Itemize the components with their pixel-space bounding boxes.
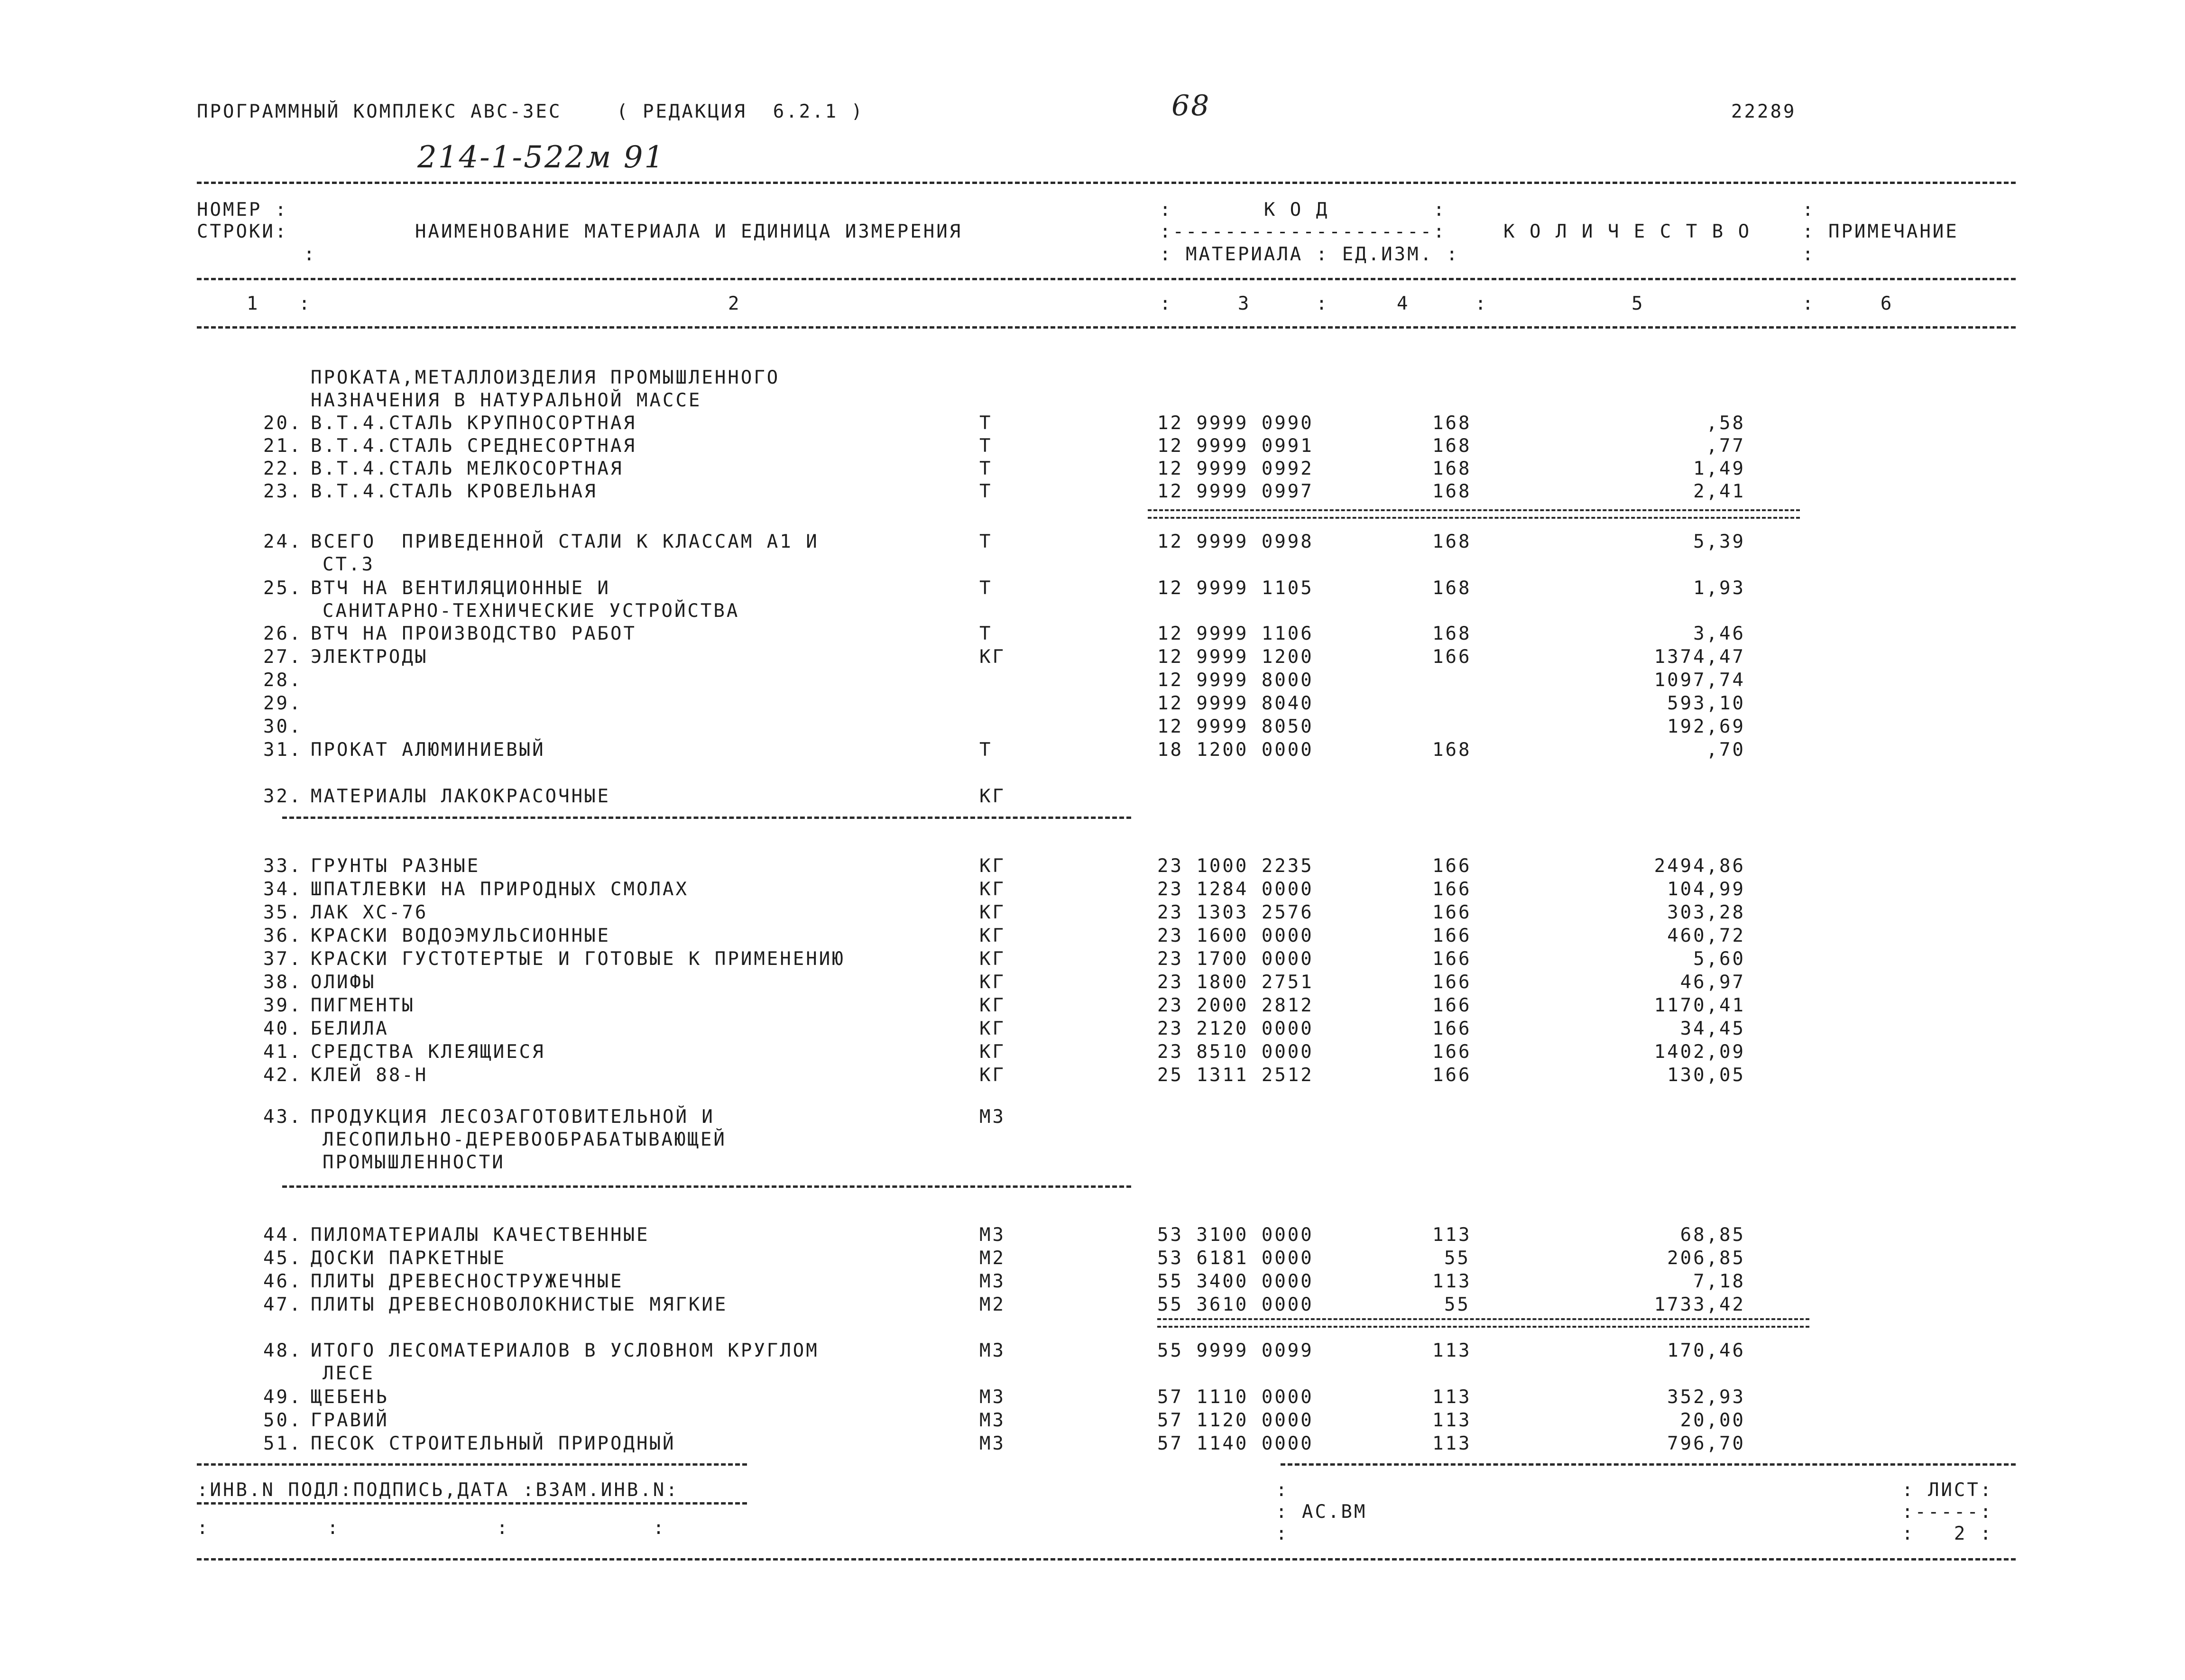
row-name: СРЕДСТВА КЛЕЯЩИЕСЯ [311, 1041, 545, 1063]
row-unit: Т [979, 578, 993, 599]
row-name: ВТЧ НА ВЕНТИЛЯЦИОННЫЕ И [311, 578, 611, 599]
row-qty: ,77 [1706, 435, 1745, 457]
row-num: 36. [263, 925, 303, 946]
col-num-2: 2 [728, 293, 741, 314]
footer-stamp-rule [197, 1502, 747, 1505]
row-qty: 104,99 [1667, 879, 1745, 900]
row-ucode: 113 [1432, 1224, 1472, 1246]
section-title-2: НАЗНАЧЕНИЯ В НАТУРАЛЬНОЙ МАССЕ [311, 390, 702, 411]
row-qty: 460,72 [1667, 925, 1745, 946]
row-qty: 192,69 [1667, 716, 1745, 737]
rule-head-mid [197, 278, 2016, 280]
row-ucode: 55 [1444, 1294, 1470, 1315]
row-ucode: 113 [1432, 1386, 1472, 1408]
col-num-6: : 6 [1802, 293, 1894, 314]
row-name: ЛАК ХС-76 [311, 902, 428, 923]
row-qty: 1733,42 [1654, 1294, 1745, 1315]
row-qty: 2,41 [1693, 481, 1745, 502]
row-code: 12 9999 1200 [1157, 646, 1314, 668]
row-name: КРАСКИ ВОДОЭМУЛЬСИОННЫЕ [311, 925, 611, 946]
row-ucode: 113 [1432, 1271, 1472, 1292]
row-unit: КГ [979, 646, 1005, 668]
row-qty: 1,93 [1693, 578, 1745, 599]
row-unit: М2 [979, 1248, 1005, 1269]
rule-head-bottom [197, 326, 2016, 329]
row-ucode: 166 [1432, 972, 1472, 993]
row-code: 23 1700 0000 [1157, 948, 1314, 970]
quantity-head: К О Л И Ч Е С Т В О [1503, 221, 1752, 242]
row-name: ВСЕГО ПРИВЕДЕННОЙ СТАЛИ К КЛАССАМ А1 И [311, 531, 819, 552]
row-qty: 170,46 [1667, 1340, 1745, 1361]
program-title: ПРОГРАММНЫЙ КОМПЛЕКС АВС-3ЕС [197, 101, 562, 122]
row-unit: Т [979, 458, 993, 479]
row-code: 12 9999 0990 [1157, 413, 1314, 434]
footer-mid-bottom: : [1276, 1523, 1289, 1544]
row-qty: 34,45 [1680, 1018, 1745, 1039]
row-num: 49. [263, 1386, 303, 1408]
row-unit: КГ [979, 972, 1005, 993]
row-ucode: 113 [1432, 1340, 1472, 1361]
row-num: 30. [263, 716, 303, 737]
col-num-1: 1 : [247, 293, 312, 314]
footer-stamp-cells: : : : : [197, 1517, 666, 1539]
row-name: МАТЕРИАЛЫ ЛАКОКРАСОЧНЫЕ [311, 786, 611, 807]
row-qty: 7,18 [1693, 1271, 1745, 1292]
row-unit: КГ [979, 879, 1005, 900]
row-ucode: 166 [1432, 925, 1472, 946]
row-code: 12 9999 0992 [1157, 458, 1314, 479]
rule-group-2 [282, 1185, 1131, 1188]
row-ucode: 166 [1432, 855, 1472, 877]
handwritten-reference: 214-1-522м 91 [417, 140, 665, 175]
row-num: 26. [263, 623, 303, 644]
row-num: 51. [263, 1433, 303, 1454]
row-code: 23 8510 0000 [1157, 1041, 1314, 1063]
row-qty: 68,85 [1680, 1224, 1745, 1246]
row-unit: М3 [979, 1340, 1005, 1361]
col2-head: НАИМЕНОВАНИЕ МАТЕРИАЛА И ЕДИНИЦА ИЗМЕРЕНИЯ [415, 221, 963, 242]
row-qty: 796,70 [1667, 1433, 1745, 1454]
row-ucode: 166 [1432, 1065, 1472, 1086]
row-ucode: 166 [1432, 879, 1472, 900]
row-qty: 1,49 [1693, 458, 1745, 479]
row-code: 23 2000 2812 [1157, 995, 1314, 1016]
row-qty: 5,39 [1693, 531, 1745, 552]
row-unit: М3 [979, 1410, 1005, 1431]
row-qty: 1170,41 [1654, 995, 1745, 1016]
row-num: 21. [263, 435, 303, 457]
rule-group-1 [282, 817, 1131, 819]
col1-head-3: : [304, 244, 317, 265]
row-num: 38. [263, 972, 303, 993]
row-ucode: 166 [1432, 948, 1472, 970]
row-name: ПЛИТЫ ДРЕВЕСНОСТРУЖЕЧНЫЕ [311, 1271, 624, 1292]
row-name: ИТОГО ЛЕСОМАТЕРИАЛОВ В УСЛОВНОМ КРУГЛОМ [311, 1340, 819, 1361]
row-name: ДОСКИ ПАРКЕТНЫЕ [311, 1248, 507, 1269]
row-num: 23. [263, 481, 303, 502]
row-ucode: 168 [1432, 435, 1472, 457]
row-qty: 5,60 [1693, 948, 1745, 970]
row-qty: 20,00 [1680, 1410, 1745, 1431]
footer-rule-right [1281, 1463, 2016, 1466]
col-num-5: 5 [1632, 293, 1645, 314]
row-code: 12 9999 8000 [1157, 670, 1314, 691]
note-head: : ПРИМЕЧАНИЕ [1802, 221, 1959, 242]
row-num: 46. [263, 1271, 303, 1292]
row-unit: М2 [979, 1294, 1005, 1315]
row-num: 48. [263, 1340, 303, 1361]
row-code: 57 1120 0000 [1157, 1410, 1314, 1431]
row-code: 23 1800 2751 [1157, 972, 1314, 993]
row-name: В.Т.4.СТАЛЬ МЕЛКОСОРТНАЯ [311, 458, 624, 479]
row-num: 41. [263, 1041, 303, 1063]
row-unit: КГ [979, 925, 1005, 946]
row-qty: 303,28 [1667, 902, 1745, 923]
row-num: 32. [263, 786, 303, 807]
row-ucode: 168 [1432, 481, 1472, 502]
row-name: ЭЛЕКТРОДЫ [311, 646, 428, 668]
row-name: ОЛИФЫ [311, 972, 376, 993]
row-name: ГРУНТЫ РАЗНЫЕ [311, 855, 480, 877]
row-unit: КГ [979, 1065, 1005, 1086]
row-num: 22. [263, 458, 303, 479]
row-ucode: 166 [1432, 995, 1472, 1016]
row-num: 44. [263, 1224, 303, 1246]
row-code: 23 1303 2576 [1157, 902, 1314, 923]
row-num: 27. [263, 646, 303, 668]
row-qty: 352,93 [1667, 1386, 1745, 1408]
row-name: В.Т.4.СТАЛЬ СРЕДНЕСОРТНАЯ [311, 435, 636, 457]
edition-label: ( РЕДАКЦИЯ 6.2.1 ) [617, 101, 865, 122]
row-name: ШПАТЛЕВКИ НА ПРИРОДНЫХ СМОЛАХ [311, 879, 689, 900]
row-num: 35. [263, 902, 303, 923]
row-unit: КГ [979, 855, 1005, 877]
row-num: 39. [263, 995, 303, 1016]
row-ucode: 55 [1444, 1248, 1470, 1269]
row-ucode: 168 [1432, 413, 1472, 434]
row-num: 29. [263, 693, 303, 714]
row-qty: 206,85 [1667, 1248, 1745, 1269]
row-unit: М3 [979, 1224, 1005, 1246]
row-code: 12 9999 0998 [1157, 531, 1314, 552]
footer-rule-left [197, 1463, 747, 1466]
row-ucode: 168 [1432, 739, 1472, 761]
row-code: 12 9999 0991 [1157, 435, 1314, 457]
row-code: 12 9999 1105 [1157, 578, 1314, 599]
row-ucode: 166 [1432, 1018, 1472, 1039]
row-num: 47. [263, 1294, 303, 1315]
row-num: 50. [263, 1410, 303, 1431]
row-unit: М3 [979, 1433, 1005, 1454]
row-name-cont: ЛЕСЕ [323, 1363, 375, 1384]
row-code: 55 3400 0000 [1157, 1271, 1314, 1292]
row-name: ПИГМЕНТЫ [311, 995, 415, 1016]
row-qty: 3,46 [1693, 623, 1745, 644]
row-qty: 130,05 [1667, 1065, 1745, 1086]
row-code: 53 6181 0000 [1157, 1248, 1314, 1269]
row-ucode: 166 [1432, 902, 1472, 923]
row-num: 42. [263, 1065, 303, 1086]
row-code: 12 9999 8050 [1157, 716, 1314, 737]
col1-head-2: СТРОКИ: [197, 221, 288, 242]
row-code: 57 1140 0000 [1157, 1433, 1314, 1454]
row-unit: КГ [979, 995, 1005, 1016]
row-unit: КГ [979, 1018, 1005, 1039]
footer-mid-label: : АС.ВМ [1276, 1501, 1367, 1523]
row-num: 45. [263, 1248, 303, 1269]
row-code: 12 9999 0997 [1157, 481, 1314, 502]
row-unit: КГ [979, 786, 1005, 807]
row-num: 20. [263, 413, 303, 434]
row-ucode: 168 [1432, 578, 1472, 599]
row-name: ВТЧ НА ПРОИЗВОДСТВО РАБОТ [311, 623, 636, 644]
row-unit: М3 [979, 1386, 1005, 1408]
row-ucode: 113 [1432, 1410, 1472, 1431]
footer-mid-top: : [1276, 1479, 1289, 1501]
row-qty: 593,10 [1667, 693, 1745, 714]
footer-sheet-number: : 2 : [1902, 1523, 1993, 1544]
row-ucode: 168 [1432, 458, 1472, 479]
row-code: 12 9999 1106 [1157, 623, 1314, 644]
col-num-3: : 3 : [1160, 293, 1329, 314]
row-ucode: 166 [1432, 1041, 1472, 1063]
row-name: ПРОКАТ АЛЮМИНИЕВЫЙ [311, 739, 545, 761]
row-code: 53 3100 0000 [1157, 1224, 1314, 1246]
col1-head-1: НОМЕР : [197, 199, 288, 220]
row-name: ПЛИТЫ ДРЕВЕСНОВОЛОКНИСТЫЕ МЯГКИЕ [311, 1294, 728, 1315]
row-code: 18 1200 0000 [1157, 739, 1314, 761]
row-name: ПЕСОК СТРОИТЕЛЬНЫЙ ПРИРОДНЫЙ [311, 1433, 676, 1454]
row-unit: Т [979, 531, 993, 552]
row-num: 43. [263, 1106, 303, 1128]
row-name: ГРАВИЙ [311, 1410, 389, 1431]
row-code: 23 1600 0000 [1157, 925, 1314, 946]
row-num: 34. [263, 879, 303, 900]
row-qty: 1402,09 [1654, 1041, 1745, 1063]
footer-rule-bottom [197, 1558, 2016, 1561]
row-qty: 46,97 [1680, 972, 1745, 993]
row-num: 33. [263, 855, 303, 877]
row-code: 12 9999 8040 [1157, 693, 1314, 714]
code-group-head: : К О Д : [1160, 199, 1447, 220]
footer-sheet-label: : ЛИСТ: [1902, 1479, 1993, 1501]
row-name: ПРОДУКЦИЯ ЛЕСОЗАГОТОВИТЕЛЬНОЙ И [311, 1106, 715, 1128]
footer-sheet-divider: :-----: [1902, 1501, 1993, 1523]
row-name-cont: ПРОМЫШЛЕННОСТИ [323, 1152, 505, 1173]
row-qty: ,70 [1706, 739, 1745, 761]
row-code: 25 1311 2512 [1157, 1065, 1314, 1086]
row-name: В.Т.4.СТАЛЬ КРУПНОСОРТНАЯ [311, 413, 636, 434]
row-code: 57 1110 0000 [1157, 1386, 1314, 1408]
row-ucode: 166 [1432, 646, 1472, 668]
row-code: 55 9999 0099 [1157, 1340, 1314, 1361]
row-name: ЩЕБЕНЬ [311, 1386, 389, 1408]
row-qty: 1374,47 [1654, 646, 1745, 668]
row-code: 23 2120 0000 [1157, 1018, 1314, 1039]
row-code: 55 3610 0000 [1157, 1294, 1314, 1315]
row-unit: КГ [979, 948, 1005, 970]
row-qty: 2494,86 [1654, 855, 1745, 877]
row-num: 25. [263, 578, 303, 599]
double-rule-2 [1157, 1318, 1809, 1328]
note-sep-2: : [1802, 244, 1816, 265]
row-unit: Т [979, 739, 993, 761]
row-ucode: 113 [1432, 1433, 1472, 1454]
row-unit: М3 [979, 1106, 1005, 1128]
section-title-1: ПРОКАТА,МЕТАЛЛОИЗДЕЛИЯ ПРОМЫШЛЕННОГО [311, 367, 780, 388]
row-name-cont: СТ.3 [323, 554, 375, 575]
row-num: 31. [263, 739, 303, 761]
row-qty: 1097,74 [1654, 670, 1745, 691]
row-unit: Т [979, 435, 993, 457]
row-name: КРАСКИ ГУСТОТЕРТЫЕ И ГОТОВЫЕ К ПРИМЕНЕНИЮ [311, 948, 845, 970]
row-qty: ,58 [1706, 413, 1745, 434]
row-num: 24. [263, 531, 303, 552]
row-name: ПИЛОМАТЕРИАЛЫ КАЧЕСТВЕННЫЕ [311, 1224, 650, 1246]
row-num: 37. [263, 948, 303, 970]
row-name: В.Т.4.СТАЛЬ КРОВЕЛЬНАЯ [311, 481, 598, 502]
row-unit: Т [979, 481, 993, 502]
row-num: 40. [263, 1018, 303, 1039]
footer-stamp-labels: :ИНВ.N ПОДЛ:ПОДПИСЬ,ДАТА :ВЗАМ.ИНВ.N: [197, 1479, 679, 1501]
double-rule-1 [1148, 509, 1800, 519]
code-group-divider: :--------------------: [1160, 221, 1447, 242]
row-unit: Т [979, 623, 993, 644]
row-unit: М3 [979, 1271, 1005, 1292]
rule-top [197, 182, 2016, 184]
row-unit: КГ [979, 902, 1005, 923]
document-code: 22289 [1731, 101, 1797, 122]
row-name-cont: САНИТАРНО-ТЕХНИЧЕСКИЕ УСТРОЙСТВА [323, 600, 740, 622]
col-num-4: 4 : [1397, 293, 1488, 314]
row-code: 23 1284 0000 [1157, 879, 1314, 900]
row-num: 28. [263, 670, 303, 691]
note-sep-1: : [1802, 199, 1816, 220]
row-name-cont: ЛЕСОПИЛЬНО-ДЕРЕВООБРАБАТЫВАЮЩЕЙ [323, 1129, 727, 1150]
row-unit: КГ [979, 1041, 1005, 1063]
row-name: КЛЕЙ 88-Н [311, 1065, 428, 1086]
code-sub-head: : МАТЕРИАЛА : ЕД.ИЗМ. : [1160, 244, 1460, 265]
row-unit: Т [979, 413, 993, 434]
row-name: БЕЛИЛА [311, 1018, 389, 1039]
row-code: 23 1000 2235 [1157, 855, 1314, 877]
row-ucode: 168 [1432, 531, 1472, 552]
row-ucode: 168 [1432, 623, 1472, 644]
handwritten-page-number: 68 [1171, 89, 1211, 122]
